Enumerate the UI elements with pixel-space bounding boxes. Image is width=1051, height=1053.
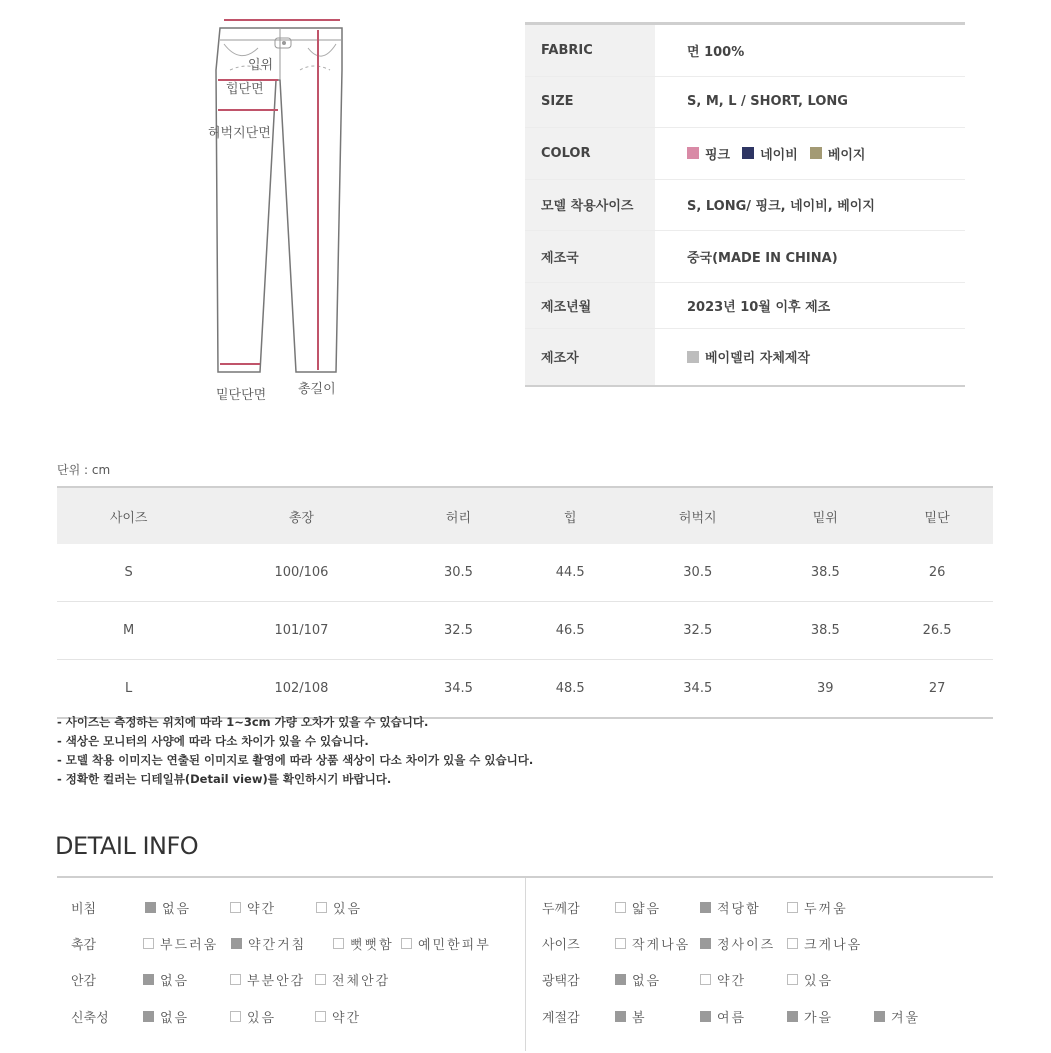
checked-box-icon: [143, 974, 154, 985]
detail-option: [615, 934, 690, 953]
pants-outline-illustration: [180, 0, 380, 410]
table-cell: 32.5: [403, 602, 515, 660]
detail-option-text: 여름: [717, 1011, 747, 1026]
checked-box-icon: [700, 1011, 711, 1022]
detail-option-text: 예민한피부: [418, 938, 491, 953]
spec-row-fabric: [525, 25, 965, 77]
detail-option: [787, 970, 833, 989]
spec-value: S, M, L / SHORT, LONG: [687, 94, 848, 110]
detail-option-text: 정사이즈: [717, 938, 776, 953]
detail-option: [700, 934, 775, 953]
unchecked-box-icon: [787, 938, 798, 949]
detail-option-text: 전체안감: [332, 974, 391, 989]
spec-value: 면 100%: [687, 44, 745, 60]
unchecked-box-icon: [230, 1011, 241, 1022]
spec-key: 제조자: [525, 329, 655, 385]
table-row: [57, 602, 993, 660]
unchecked-box-icon: [316, 902, 327, 913]
spec-key: COLOR: [525, 128, 655, 179]
detail-option: [615, 1007, 647, 1026]
unchecked-box-icon: [787, 902, 798, 913]
detail-option-text: 부드러움: [160, 938, 219, 953]
hip-label: 힙단면: [226, 82, 264, 97]
detail-option: [874, 1007, 920, 1026]
table-row: [57, 660, 993, 719]
detail-option: [230, 1007, 276, 1026]
thigh-label: 허벅지단면: [208, 126, 271, 141]
spec-value: 베이델리 자체제작: [705, 351, 810, 366]
unchecked-box-icon: [143, 938, 154, 949]
navy-swatch: [742, 147, 754, 159]
size-table: [57, 486, 993, 719]
detail-info-title: DETAIL INFO: [55, 832, 199, 860]
unchecked-box-icon: [700, 974, 711, 985]
detail-option-text: 얇음: [632, 902, 662, 917]
table-cell: 30.5: [626, 544, 769, 602]
detail-option: [700, 1007, 746, 1026]
checked-box-icon: [145, 902, 156, 913]
checked-box-icon: [231, 938, 242, 949]
table-cell: M: [57, 602, 200, 660]
detail-option-text: 없음: [160, 974, 190, 989]
color-name: 네이비: [760, 147, 798, 163]
spec-row-color: [525, 128, 965, 180]
header-cell: 총장: [200, 487, 402, 544]
detail-option-text: 작게나옴: [632, 938, 691, 953]
unchecked-box-icon: [615, 902, 626, 913]
table-cell: 101/107: [200, 602, 402, 660]
detail-option-text: 겨울: [891, 1011, 921, 1026]
checked-box-icon: [615, 1011, 626, 1022]
unit-label: 단위 : cm: [57, 463, 111, 477]
detail-option-text: 약간: [332, 1011, 362, 1026]
color-name: 베이지: [827, 147, 866, 163]
table-cell: 34.5: [626, 660, 769, 719]
note-line: - 사이즈는 측정하는 위치에 따라 1~3cm 가량 오차가 있을 수 있습니다.: [57, 715, 429, 729]
header-cell: 허벅지: [626, 487, 769, 544]
unchecked-box-icon: [315, 974, 326, 985]
header-cell: 밑위: [769, 487, 881, 544]
table-cell: 26.5: [881, 602, 993, 660]
unchecked-box-icon: [230, 902, 241, 913]
table-cell: 30.5: [403, 544, 515, 602]
checked-box-icon: [143, 1011, 154, 1022]
unchecked-box-icon: [230, 974, 241, 985]
detail-option: [615, 898, 661, 917]
table-row: [57, 544, 993, 602]
left-label: 신축성: [71, 1011, 109, 1026]
table-cell: 102/108: [200, 660, 402, 719]
detail-option: [230, 970, 305, 989]
detail-option-text: 있음: [804, 974, 834, 989]
header-cell: 힙: [514, 487, 626, 544]
manufacturer-value: [655, 347, 810, 366]
table-cell: 46.5: [514, 602, 626, 660]
detail-option-text: 없음: [632, 974, 662, 989]
detail-option-text: 없음: [160, 1011, 190, 1026]
spec-key: 제조국: [525, 231, 655, 282]
pants-measurement-diagram: [180, 0, 380, 410]
unchecked-box-icon: [787, 974, 798, 985]
detail-option: [787, 898, 848, 917]
note-line: - 정확한 컬러는 디테일뷰(Detail view)를 확인하시기 바랍니다.: [57, 772, 392, 786]
spec-value: 중국(MADE IN CHINA): [687, 250, 838, 266]
table-cell: 48.5: [514, 660, 626, 719]
detail-option-text: 두꺼움: [804, 902, 848, 917]
unchecked-box-icon: [615, 938, 626, 949]
detail-option: [143, 970, 189, 989]
detail-option-text: 약간: [717, 974, 747, 989]
detail-option: [615, 970, 661, 989]
table-cell: 27: [881, 660, 993, 719]
checked-box-icon: [787, 1011, 798, 1022]
color-options: [655, 144, 866, 163]
unchecked-box-icon: [315, 1011, 326, 1022]
detail-option-text: 봄: [632, 1011, 647, 1026]
detail-option: [143, 1007, 189, 1026]
detail-option: [315, 970, 390, 989]
detail-option: [316, 898, 362, 917]
table-cell: 38.5: [769, 602, 881, 660]
detail-option: [333, 934, 394, 953]
right-label: 광택감: [542, 974, 580, 989]
detail-option-text: 가을: [804, 1011, 834, 1026]
detail-option: [231, 934, 306, 953]
spec-key: 모델 착용사이즈: [525, 180, 655, 231]
checked-box-icon: [874, 1011, 885, 1022]
beige-swatch: [810, 147, 822, 159]
table-cell: 100/106: [200, 544, 402, 602]
pink-swatch: [687, 147, 699, 159]
detail-option: [315, 1007, 361, 1026]
table-cell: L: [57, 660, 200, 719]
checked-box-icon: [700, 902, 711, 913]
spec-value: 2023년 10월 이후 제조: [687, 299, 831, 315]
detail-option: [145, 898, 191, 917]
manufacturer-swatch: [687, 351, 699, 363]
table-cell: 39: [769, 660, 881, 719]
hem-label: 밑단단면: [216, 388, 267, 403]
detail-divider: [525, 878, 526, 1051]
product-spec-table: [525, 22, 965, 387]
spec-row-origin: [525, 231, 965, 283]
detail-option-text: 크게나옴: [804, 938, 863, 953]
detail-option-text: 약간: [247, 902, 277, 917]
detail-option: [700, 970, 746, 989]
left-label: 비침: [71, 902, 97, 917]
spec-row-manufacture-date: [525, 283, 965, 329]
detail-option: [787, 1007, 833, 1026]
spec-key: 제조년월: [525, 283, 655, 328]
spec-key: SIZE: [525, 77, 655, 128]
spec-value: S, LONG/ 핑크, 네이비, 베이지: [687, 199, 875, 215]
right-label: 사이즈: [542, 938, 580, 953]
size-table-header: [57, 487, 993, 544]
table-cell: 32.5: [626, 602, 769, 660]
detail-option-text: 있음: [333, 902, 363, 917]
table-cell: S: [57, 544, 200, 602]
table-cell: 44.5: [514, 544, 626, 602]
detail-option: [230, 898, 276, 917]
spec-key: FABRIC: [525, 25, 655, 76]
detail-option-text: 부분안감: [247, 974, 306, 989]
detail-option: [401, 934, 491, 953]
color-name: 핑크: [705, 147, 731, 163]
note-line: - 모델 착용 이미지는 연출된 이미지로 촬영에 따라 상품 색상이 다소 차이가 있을 수 있습니다.: [57, 753, 534, 767]
checked-box-icon: [700, 938, 711, 949]
header-cell: 허리: [403, 487, 515, 544]
right-label: 두께감: [542, 902, 580, 917]
left-label: 촉감: [71, 938, 97, 953]
detail-option-text: 있음: [247, 1011, 277, 1026]
header-cell: 밑단: [881, 487, 993, 544]
detail-option-text: 없음: [162, 902, 192, 917]
note-line: - 색상은 모니터의 사양에 따라 다소 차이가 있을 수 있습니다.: [57, 734, 369, 748]
table-cell: 34.5: [403, 660, 515, 719]
detail-option-text: 적당함: [717, 902, 761, 917]
waist-label: 입위: [248, 58, 274, 73]
unchecked-box-icon: [333, 938, 344, 949]
detail-option: [700, 898, 761, 917]
table-cell: 26: [881, 544, 993, 602]
table-cell: 38.5: [769, 544, 881, 602]
length-label: 총길이: [298, 382, 336, 397]
detail-option: [143, 934, 218, 953]
left-label: 안감: [71, 974, 97, 989]
detail-option-text: 뻣뻣함: [350, 938, 394, 953]
spec-row-manufacturer: [525, 329, 965, 387]
right-label: 계절감: [542, 1011, 580, 1026]
size-notes: [57, 713, 533, 789]
checked-box-icon: [615, 974, 626, 985]
header-cell: 사이즈: [57, 487, 200, 544]
unchecked-box-icon: [401, 938, 412, 949]
detail-option-text: 약간거침: [248, 938, 307, 953]
spec-row-model-size: [525, 180, 965, 232]
detail-option: [787, 934, 862, 953]
spec-row-size: [525, 77, 965, 129]
